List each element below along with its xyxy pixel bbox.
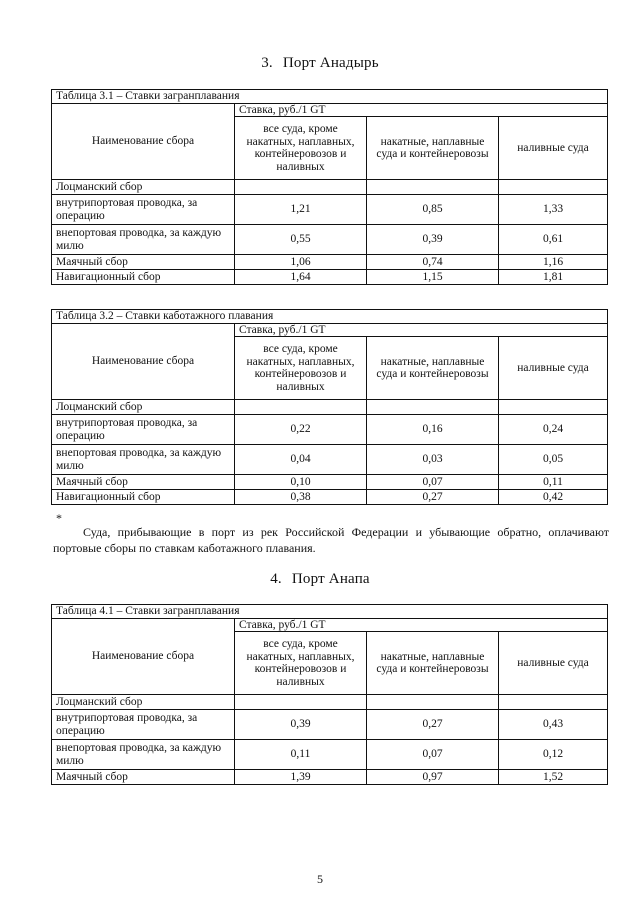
column-header-rate: Ставка, руб./1 GT: [235, 618, 608, 632]
cell-value: [235, 400, 367, 415]
cell-value: 0,04: [235, 445, 367, 475]
table-row: [52, 490, 608, 505]
cell-value: [367, 180, 499, 195]
cell-value: 0,16: [367, 415, 499, 445]
column-header-roro-containers: накатные, наплавные суда и контейнеровозы: [367, 632, 499, 695]
footnote: [53, 524, 609, 556]
cell-value: [367, 695, 499, 710]
cell-value: 0,11: [235, 740, 367, 770]
table-caption: Таблица 3.2 – Ставки каботажного плавания: [52, 310, 608, 324]
column-header-name: Наименование сбора: [52, 323, 235, 400]
table-caption: Таблица 3.1 – Ставки загранплавания: [52, 90, 608, 104]
cell-value: 1,81: [499, 270, 608, 285]
table-row: [52, 445, 608, 475]
cell-value: 1,64: [235, 270, 367, 285]
table-row: [52, 180, 608, 195]
cell-value: 0,05: [499, 445, 608, 475]
cell-value: 0,11: [499, 475, 608, 490]
section-title: Порт Анадырь: [282, 55, 379, 71]
cell-value: 1,06: [235, 255, 367, 270]
row-name: Лоцманский сбор: [52, 180, 235, 195]
cell-value: 0,27: [367, 490, 499, 505]
table-row: [52, 710, 608, 740]
row-name: внепортовая проводка, за каждую милю: [52, 740, 235, 770]
column-header-tankers: наливные суда: [499, 117, 608, 180]
cell-value: 0,39: [235, 710, 367, 740]
table-row: [52, 695, 608, 710]
section-number: 4.: [270, 571, 282, 587]
row-name: Лоцманский сбор: [52, 695, 235, 710]
column-header-all-vessels: все суда, кроме накатных, наплавных, контейнеровозов и наливных: [235, 632, 367, 695]
cell-value: [235, 695, 367, 710]
column-header-roro-containers: накатные, наплавные суда и контейнеровозы: [367, 117, 499, 180]
cell-value: 0,24: [499, 415, 608, 445]
cell-value: 0,43: [499, 710, 608, 740]
table-header-row: [52, 618, 608, 632]
cell-value: 1,39: [235, 770, 367, 785]
table-header-row: [52, 323, 608, 337]
rates-table-3-1: [51, 89, 608, 285]
cell-value: 0,85: [367, 195, 499, 225]
cell-value: 0,07: [367, 475, 499, 490]
cell-value: 1,52: [499, 770, 608, 785]
cell-value: [367, 400, 499, 415]
cell-value: 1,15: [367, 270, 499, 285]
row-name: Лоцманский сбор: [52, 400, 235, 415]
cell-value: 0,22: [235, 415, 367, 445]
table-row: [52, 475, 608, 490]
footnote-text: Суда, прибывающие в порт из рек Российской Федерации и убывающие обратно, оплачивают портовые сборы по ставкам каботажного плавания.: [53, 525, 609, 555]
cell-value: 1,33: [499, 195, 608, 225]
row-name: Маячный сбор: [52, 475, 235, 490]
column-header-roro-containers: накатные, наплавные суда и контейнеровозы: [367, 337, 499, 400]
cell-value: 0,38: [235, 490, 367, 505]
column-header-name: Наименование сбора: [52, 103, 235, 180]
cell-value: [235, 180, 367, 195]
table-row: [52, 740, 608, 770]
table-caption-row: [52, 90, 608, 104]
table-row: [52, 225, 608, 255]
rates-table-4-1: [51, 604, 608, 785]
cell-value: 0,10: [235, 475, 367, 490]
row-name: Навигационный сбор: [52, 490, 235, 505]
column-header-name: Наименование сбора: [52, 618, 235, 695]
row-name: внутрипортовая проводка, за операцию: [52, 195, 235, 225]
table-row: [52, 415, 608, 445]
section-heading-anapa: [0, 571, 640, 588]
cell-value: 0,12: [499, 740, 608, 770]
table-caption: Таблица 4.1 – Ставки загранплавания: [52, 605, 608, 619]
table-row: [52, 770, 608, 785]
cell-value: 0,42: [499, 490, 608, 505]
table-row: [52, 270, 608, 285]
cell-value: 1,21: [235, 195, 367, 225]
section-number: 3.: [261, 55, 273, 71]
table-header-row: [52, 103, 608, 117]
row-name: Навигационный сбор: [52, 270, 235, 285]
cell-value: 0,74: [367, 255, 499, 270]
table-caption-row: [52, 310, 608, 324]
section-heading-anadyr: [0, 55, 640, 72]
section-title: Порт Анапа: [291, 571, 370, 587]
cell-value: [499, 695, 608, 710]
cell-value: 0,39: [367, 225, 499, 255]
cell-value: 0,97: [367, 770, 499, 785]
page-number: 5: [317, 872, 323, 886]
table-caption-row: [52, 605, 608, 619]
cell-value: 0,61: [499, 225, 608, 255]
footnote-mark: *: [56, 511, 62, 525]
column-header-tankers: наливные суда: [499, 632, 608, 695]
cell-value: [499, 180, 608, 195]
column-header-all-vessels: все суда, кроме накатных, наплавных, контейнеровозов и наливных: [235, 117, 367, 180]
cell-value: 0,55: [235, 225, 367, 255]
row-name: внутрипортовая проводка, за операцию: [52, 710, 235, 740]
row-name: внепортовая проводка, за каждую милю: [52, 445, 235, 475]
rates-table-3-2: [51, 309, 608, 505]
table-row: [52, 400, 608, 415]
cell-value: 1,16: [499, 255, 608, 270]
column-header-rate: Ставка, руб./1 GT: [235, 323, 608, 337]
cell-value: [499, 400, 608, 415]
cell-value: 0,07: [367, 740, 499, 770]
table-row: [52, 195, 608, 225]
row-name: Маячный сбор: [52, 255, 235, 270]
column-header-all-vessels: все суда, кроме накатных, наплавных, контейнеровозов и наливных: [235, 337, 367, 400]
row-name: внепортовая проводка, за каждую милю: [52, 225, 235, 255]
column-header-tankers: наливные суда: [499, 337, 608, 400]
table-row: [52, 255, 608, 270]
cell-value: 0,03: [367, 445, 499, 475]
cell-value: 0,27: [367, 710, 499, 740]
row-name: Маячный сбор: [52, 770, 235, 785]
column-header-rate: Ставка, руб./1 GT: [235, 103, 608, 117]
row-name: внутрипортовая проводка, за операцию: [52, 415, 235, 445]
